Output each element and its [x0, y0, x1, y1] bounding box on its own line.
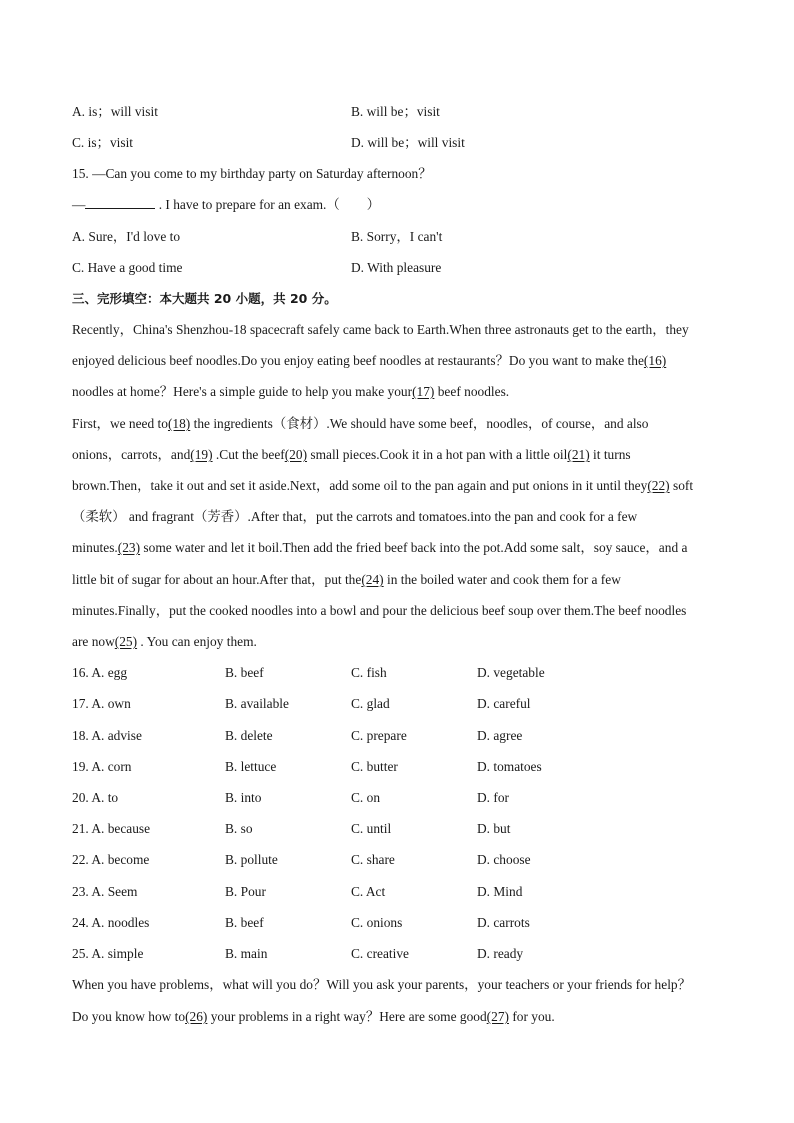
passage1-line: [72, 571, 621, 589]
option-a: 22. A. become: [72, 852, 150, 867]
option-d: D. but: [477, 821, 511, 836]
option-b: B. main: [225, 946, 268, 961]
blank-18: (18): [167, 416, 191, 431]
option-b: B. beef: [225, 915, 264, 930]
option-a: 21. A. because: [72, 821, 151, 836]
passage-text: for you.: [508, 1009, 555, 1024]
option-d: D. carrots: [477, 915, 530, 930]
option-c: C. butter: [351, 759, 398, 774]
option-b: B. available: [225, 696, 289, 711]
blank-20: (20): [284, 447, 308, 462]
option-a: 19. A. corn: [72, 759, 132, 774]
blank-17: (17): [412, 384, 435, 399]
passage2-line: [72, 1008, 555, 1026]
option-d: D. tomatoes: [477, 759, 542, 774]
passage-text: onions，carrots，and: [72, 447, 191, 462]
passage1-line: [72, 477, 693, 495]
option-d: D. choose: [477, 852, 531, 867]
q15-answer-blank: [85, 196, 155, 209]
blank-25: (25): [114, 634, 138, 649]
option-a: 18. A. advise: [72, 728, 142, 743]
option-c: C. on: [351, 790, 381, 805]
passage-text: enjoyed delicious beef noodles.Do you enjoy eating beef noodles at restaurants？Do you want to make the: [72, 353, 644, 368]
passage2-line: When you have problems，what will you do？Will you ask your parents，your teachers or your friends for help？: [72, 977, 692, 992]
passage-text: minutes.: [72, 540, 118, 555]
option-b: B. into: [225, 790, 262, 805]
option-b: B. lettuce: [225, 759, 277, 774]
option-b: B. Pour: [225, 884, 266, 899]
passage1-line: [72, 352, 666, 370]
option-a: 20. A. to: [72, 790, 119, 805]
option-c: C. Act: [351, 884, 386, 899]
option-d: D. vegetable: [477, 665, 545, 680]
option-d: D. careful: [477, 696, 531, 711]
passage-text: First，we need to: [72, 416, 168, 431]
option-c: C. fish: [351, 665, 387, 680]
passage1-line: Recently，China's Shenzhou-18 spacecraft safely came back to Earth.When three astronauts get to the earth，they: [72, 322, 689, 337]
option-b: B. delete: [225, 728, 273, 743]
passage-text: small pieces.Cook it in a hot pan with a little oil: [307, 447, 568, 462]
option-c: C. glad: [351, 696, 390, 711]
option-b: B. beef: [225, 665, 264, 680]
blank-16: (16): [643, 353, 667, 368]
passage1-line: （柔软） and fragrant（芳香）.After that，put the carrots and tomatoes.into the pan and cook for a few: [72, 509, 638, 524]
blank-19: (19): [190, 447, 213, 462]
option-a: 16. A. egg: [72, 665, 128, 680]
passage1-line: [72, 446, 631, 464]
blank-21: (21): [567, 447, 590, 462]
q15-stem: 15. —Can you come to my birthday party on Saturday afternoon？: [72, 166, 432, 181]
passage-text: noodles at home？Here's a simple guide to help you make your: [72, 384, 413, 399]
q15-reply-text: . I have to prepare for an exam.（ ）: [155, 197, 380, 212]
option-c: C. creative: [351, 946, 409, 961]
q14-option-d: D. will be；will visit: [351, 135, 465, 150]
blank-23: (23): [117, 540, 141, 555]
option-c: C. share: [351, 852, 395, 867]
q15-dash: —: [72, 197, 86, 212]
passage1-line: [72, 633, 257, 651]
q14-option-c: C. is；visit: [72, 135, 134, 150]
q15-option-a: A. Sure，I'd love to: [72, 229, 181, 244]
passage-text: . You can enjoy them.: [137, 634, 257, 649]
passage-text: the ingredients（食材）.We should have some beef，noodles，of course，and also: [190, 416, 649, 431]
q14-option-b: B. will be；visit: [351, 104, 440, 119]
passage1-line: [72, 383, 509, 401]
blank-27: (27): [486, 1009, 509, 1024]
q14-option-a: A. is；will visit: [72, 104, 158, 119]
option-a: 23. A. Seem: [72, 884, 138, 899]
blank-22: (22): [647, 478, 670, 493]
section-heading: 三、完形填空：本大题共 20 小题，共 20 分。: [72, 291, 337, 306]
option-d: D. Mind: [477, 884, 523, 899]
option-a: 25. A. simple: [72, 946, 144, 961]
option-c: C. onions: [351, 915, 403, 930]
q15-option-d: D. With pleasure: [351, 260, 442, 275]
passage-text: it turns: [589, 447, 631, 462]
q15-reply: [72, 196, 380, 214]
option-c: C. until: [351, 821, 392, 836]
option-d: D. ready: [477, 946, 524, 961]
option-b: B. so: [225, 821, 253, 836]
option-b: B. pollute: [225, 852, 278, 867]
passage-text: .Cut the beef: [212, 447, 285, 462]
option-c: C. prepare: [351, 728, 407, 743]
blank-26: (26): [185, 1009, 208, 1024]
option-d: D. for: [477, 790, 509, 805]
q15-option-b: B. Sorry，I can't: [351, 229, 443, 244]
passage-text: your problems in a right way？Here are some good: [207, 1009, 487, 1024]
passage1-line: [72, 539, 687, 557]
passage1-line: minutes.Finally，put the cooked noodles into a bowl and pour the delicious beef soup over them.The beef noodles: [72, 603, 687, 618]
passage-text: brown.Then，take it out and set it aside.Next，add some oil to the pan again and put onions in it until they: [72, 478, 648, 493]
blank-24: (24): [361, 572, 384, 587]
passage-text: little bit of sugar for about an hour.After that，put the: [72, 572, 362, 587]
passage1-line: [72, 415, 648, 433]
passage-text: in the boiled water and cook them for a few: [383, 572, 621, 587]
passage-text: some water and let it boil.Then add the fried beef back into the pot.Add some salt，soy sauce，and a: [140, 540, 688, 555]
passage-text: beef noodles.: [434, 384, 510, 399]
option-a: 17. A. own: [72, 696, 131, 711]
option-d: D. agree: [477, 728, 523, 743]
option-a: 24. A. noodles: [72, 915, 150, 930]
passage-text: soft: [669, 478, 694, 493]
passage-text: are now: [72, 634, 115, 649]
q15-option-c: C. Have a good time: [72, 260, 183, 275]
passage-text: Do you know how to: [72, 1009, 186, 1024]
